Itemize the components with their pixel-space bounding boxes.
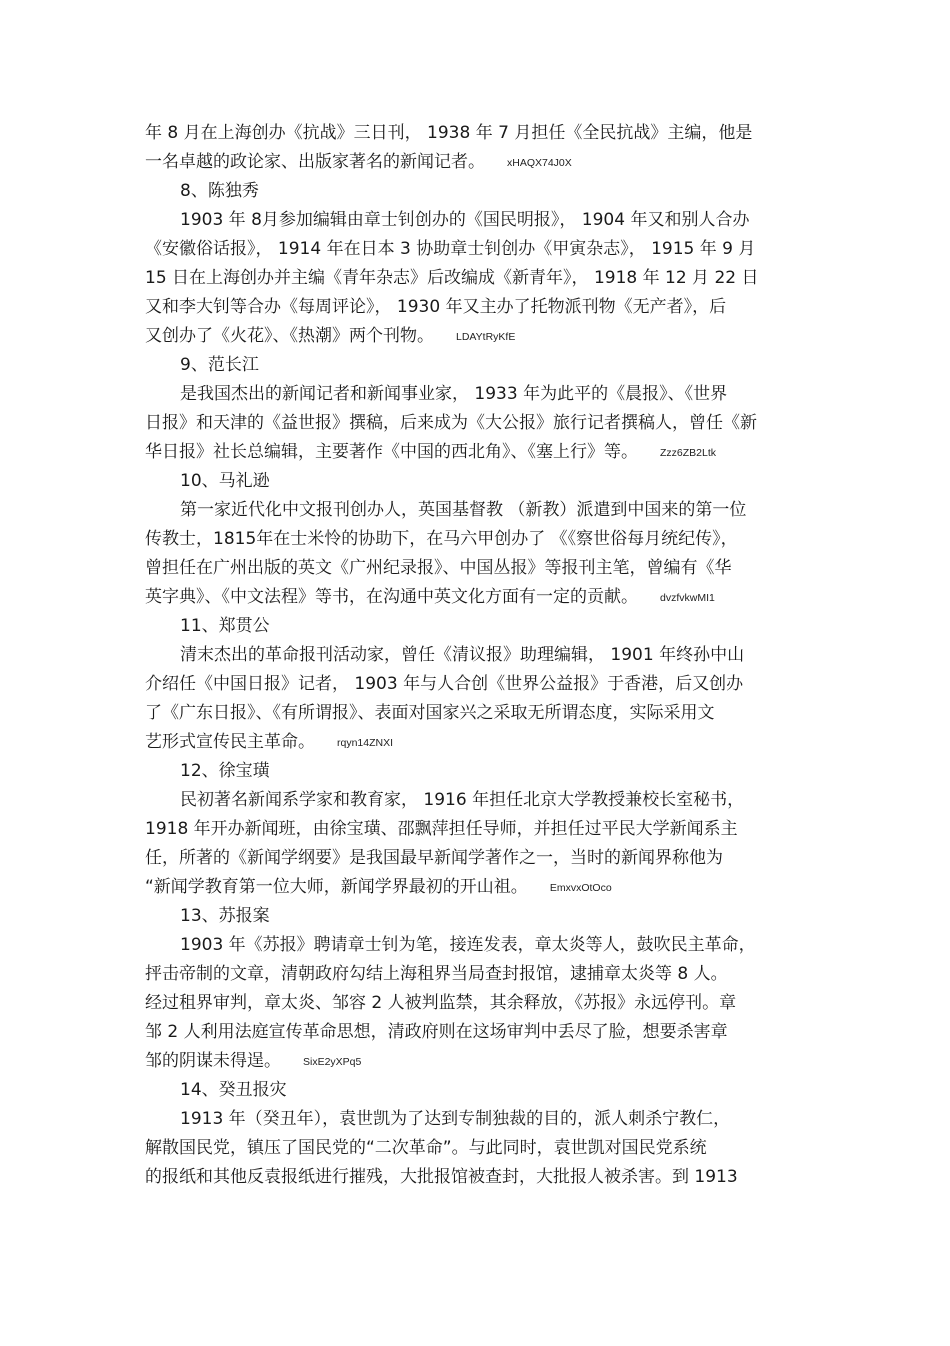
document-code: SixE2yXPq5 [303,1056,362,1068]
document-code: rqyn14ZNXI [337,737,394,749]
text-line: 解散国民党，镇压了国民党的“二次革命”。与此同时，袁世凯对国民党系统 [145,1138,707,1158]
text-line: 一名卓越的政论家、出版家著名的新闻记者。 xHAQX74J0X [145,152,572,172]
text-line: 传教士，1815年在士米怜的协助下，在马六甲创办了 《《察世俗每月统纪传》， [145,529,738,549]
document-code: EmxvxOtOco [549,882,612,894]
section-heading: 9、范长江 [180,355,259,375]
text-line: 第一家近代化中文报刊创办人，英国基督教 （新教）派遣到中国来的第一位 [180,500,747,520]
text-line: 了《广东日报》、《有所谓报》、表面对国家兴之采取无所谓态度，实际采用文 [145,703,715,723]
text-line: 又创办了《火花》、《热潮》两个刊物。 LDAYtRyKfE [145,326,516,346]
text-line: 艺形式宣传民主革命。 rqyn14ZNXI [145,732,394,752]
text-line: 经过租界审判，章太炎、邹容 2 人被判监禁，其余释放，《苏报》永远停刊。章 [145,993,737,1013]
text-line: 15 日在上海创办并主编《青年杂志》后改编成《新青年》， 1918 年 12 月 22 日 [145,268,759,288]
section-heading: 13、苏报案 [180,906,270,926]
text-line: 曾担任在广州出版的英文《广州纪录报》、中国丛报》等报刊主笔，曾编有《华 [145,558,732,578]
text-line: 1913 年（癸丑年），袁世凯为了达到专制独裁的目的，派人刺杀宁教仁， [180,1109,731,1129]
text-line: 日报》和天津的《益世报》撰稿，后来成为《大公报》旅行记者撰稿人，曾任《新 [145,413,757,433]
text-line: 清末杰出的革命报刊活动家，曾任《清议报》助理编辑， 1901 年终孙中山 [180,645,745,665]
document-code: xHAQX74J0X [507,157,572,169]
text-line: 的报纸和其他反袁报纸进行摧残，大批报馆被查封，大批报人被杀害。到 1913 [145,1167,738,1187]
document-code: LDAYtRyKfE [456,331,516,343]
section-heading: 8、陈独秀 [180,181,259,201]
text-line: 1918 年开办新闻班，由徐宝璜、邵飘萍担任导师，并担任过平民大学新闻系主 [145,819,738,839]
text-line: 《安徽俗话报》， 1914 年在日本 3 协助章士钊创办《甲寅杂志》， 1915 年 9 月 [145,239,756,259]
text-line: 邹的阴谋未得逞。 SixE2yXPq5 [145,1051,362,1071]
document-code: Zzz6ZB2Ltk [660,447,717,459]
text-line: 任，所著的《新闻学纲要》是我国最早新闻学著作之一，当时的新闻界称他为 [145,848,723,868]
text-line: 年 8 月在上海创办《抗战》三日刊， 1938 年 7 月担任《全民抗战》主编，他是 [145,123,753,143]
text-line: 华日报》社长总编辑，主要著作《中国的西北角》、《塞上行》等。 Zzz6ZB2Ltk [145,442,717,462]
section-heading: 10、马礼逊 [180,471,270,491]
text-line: 1903 年《苏报》聘请章士钊为笔，接连发表，章太炎等人，鼓吹民主革命， [180,935,756,955]
text-line: 介绍任《中国日报》记者， 1903 年与人合创《世界公益报》于香港，后又创办 [145,674,744,694]
text-line: “新闻学教育第一位大师，新闻学界最初的开山祖。 EmxvxOtOco [145,877,612,897]
document-code: dvzfvkwMI1 [660,592,715,604]
text-line: 英字典》、《中文法程》等书，在沟通中英文化方面有一定的贡献。 dvzfvkwMI1 [145,587,715,607]
section-heading: 14、癸丑报灾 [180,1080,287,1100]
section-heading: 11、郑贯公 [180,616,270,636]
text-line: 民初著名新闻系学家和教育家， 1916 年担任北京大学教授兼校长室秘书， [180,790,745,810]
text-line: 抨击帝制的文章，清朝政府勾结上海租界当局查封报馆，逮捕章太炎等 8 人。 [145,964,728,984]
section-heading: 12、徐宝璜 [180,761,270,781]
text-line: 1903 年 8月参加编辑由章士钊创办的《国民明报》， 1904 年又和别人合办 [180,210,750,230]
text-line: 是我国杰出的新闻记者和新闻事业家， 1933 年为此平的《晨报》、《世界 [180,384,728,404]
text-line: 又和李大钊等合办《每周评论》， 1930 年又主办了托物派刊物《无产者》，后 [145,297,727,317]
text-line: 邹 2 人利用法庭宣传革命思想，清政府则在这场审判中丢尽了脸，想要杀害章 [145,1022,728,1042]
